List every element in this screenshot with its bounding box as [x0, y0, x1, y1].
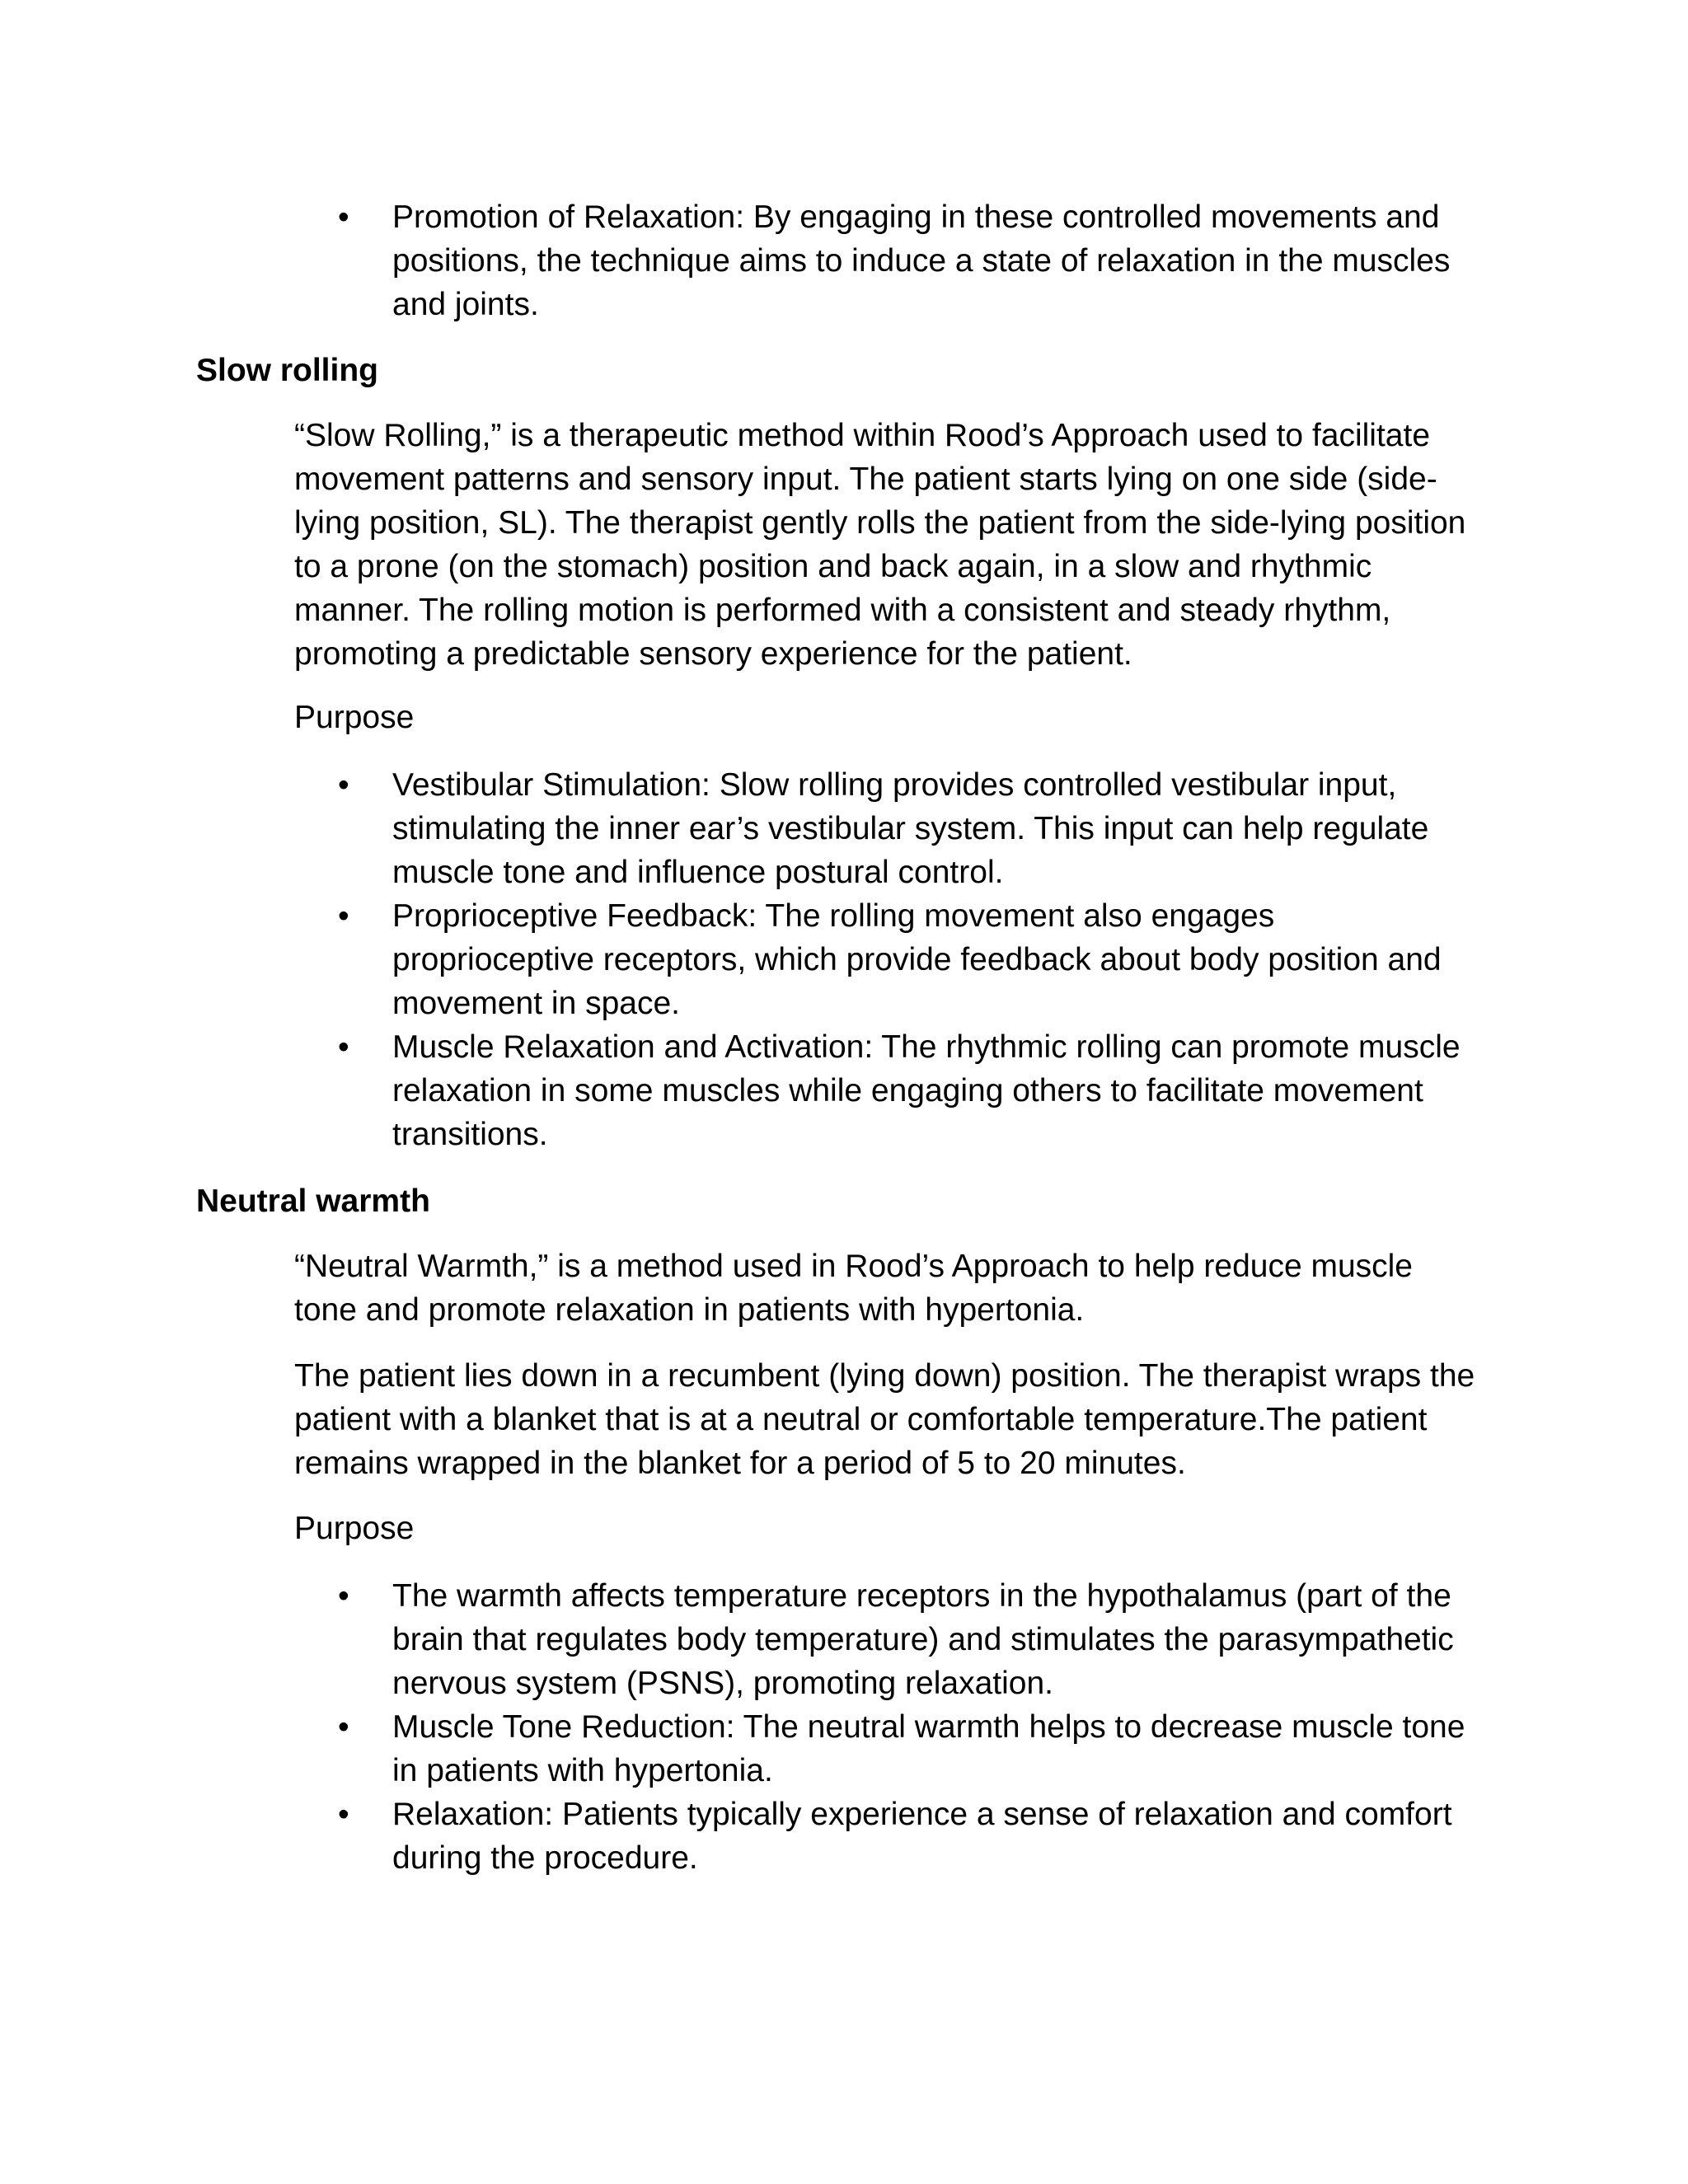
neutral-warmth-procedure: The patient lies down in a recumbent (lying down) position. The therapist wraps the patient with a blanket that is at a neutral or comfortable temperature.The patient remains wrapped in the blanket for a period of 5 to 20 minutes.	[294, 1358, 1475, 1481]
section-heading-neutral-warmth: Neutral warmth	[196, 1183, 430, 1219]
list-item	[0, 1793, 1480, 1880]
list-item-text: Muscle Relaxation and Activation: The rhythmic rolling can promote muscle relaxation in some muscles while engaging others to facilitate movement transitions.	[392, 1029, 1461, 1152]
list-item-text: Proprioceptive Feedback: The rolling movement also engages proprioceptive receptors, which provide feedback about body position and movement in space.	[392, 898, 1442, 1021]
list-item	[0, 763, 1480, 894]
bullet-icon: •	[338, 898, 349, 934]
neutral-warmth-purpose-list	[0, 1574, 1688, 1880]
list-item	[0, 1574, 1480, 1705]
slow-rolling-description: “Slow Rolling,” is a therapeutic method within Rood’s Approach used to facilitate movement patterns and sensory input. The patient starts lying on one side (side-lying position, SL). The therapist gently rolls the patient from the side-lying position to a prone (on the stomach) position and back again, in a slow and rhythmic manner. The rolling motion is performed with a consistent and steady rhythm, promoting a predictable sensory experience for the patient.	[294, 418, 1466, 672]
slow-rolling-purpose-list	[0, 763, 1688, 1156]
relaxation-bullet-list	[0, 195, 1688, 326]
list-item-text: The warmth affects temperature receptors in the hypothalamus (part of the brain that regulates body temperature) and stimulates the parasympathetic nervous system (PSNS), promoting relaxation.	[392, 1578, 1454, 1701]
list-item-text: Promotion of Relaxation: By engaging in these controlled movements and positions, the technique aims to induce a state of relaxation in the muscles and joints.	[392, 199, 1451, 322]
bullet-icon: •	[338, 199, 349, 235]
bullet-icon: •	[338, 1709, 349, 1745]
bullet-icon: •	[338, 1797, 349, 1832]
slow-rolling-purpose-label: Purpose	[294, 700, 415, 735]
list-item-text: Vestibular Stimulation: Slow rolling provides controlled vestibular input, stimulating the inner ear’s vestibular system. This input can help regulate muscle tone and influence postural control.	[392, 767, 1429, 890]
bullet-icon: •	[338, 1578, 349, 1614]
list-item-text: Relaxation: Patients typically experience a sense of relaxation and comfort during the procedure.	[392, 1797, 1452, 1876]
neutral-warmth-purpose-label: Purpose	[294, 1511, 415, 1546]
list-item	[0, 195, 1480, 326]
neutral-warmth-description: “Neutral Warmth,” is a method used in Rood’s Approach to help reduce muscle tone and promote relaxation in patients with hypertonia.	[294, 1249, 1414, 1328]
list-item-text: Muscle Tone Reduction: The neutral warmth helps to decrease muscle tone in patients with hypertonia.	[392, 1709, 1465, 1788]
section-heading-slow-rolling: Slow rolling	[196, 353, 378, 388]
bullet-icon: •	[338, 1029, 349, 1065]
list-item	[0, 894, 1480, 1025]
list-item	[0, 1705, 1480, 1793]
list-item	[0, 1025, 1480, 1156]
bullet-icon: •	[338, 767, 349, 803]
